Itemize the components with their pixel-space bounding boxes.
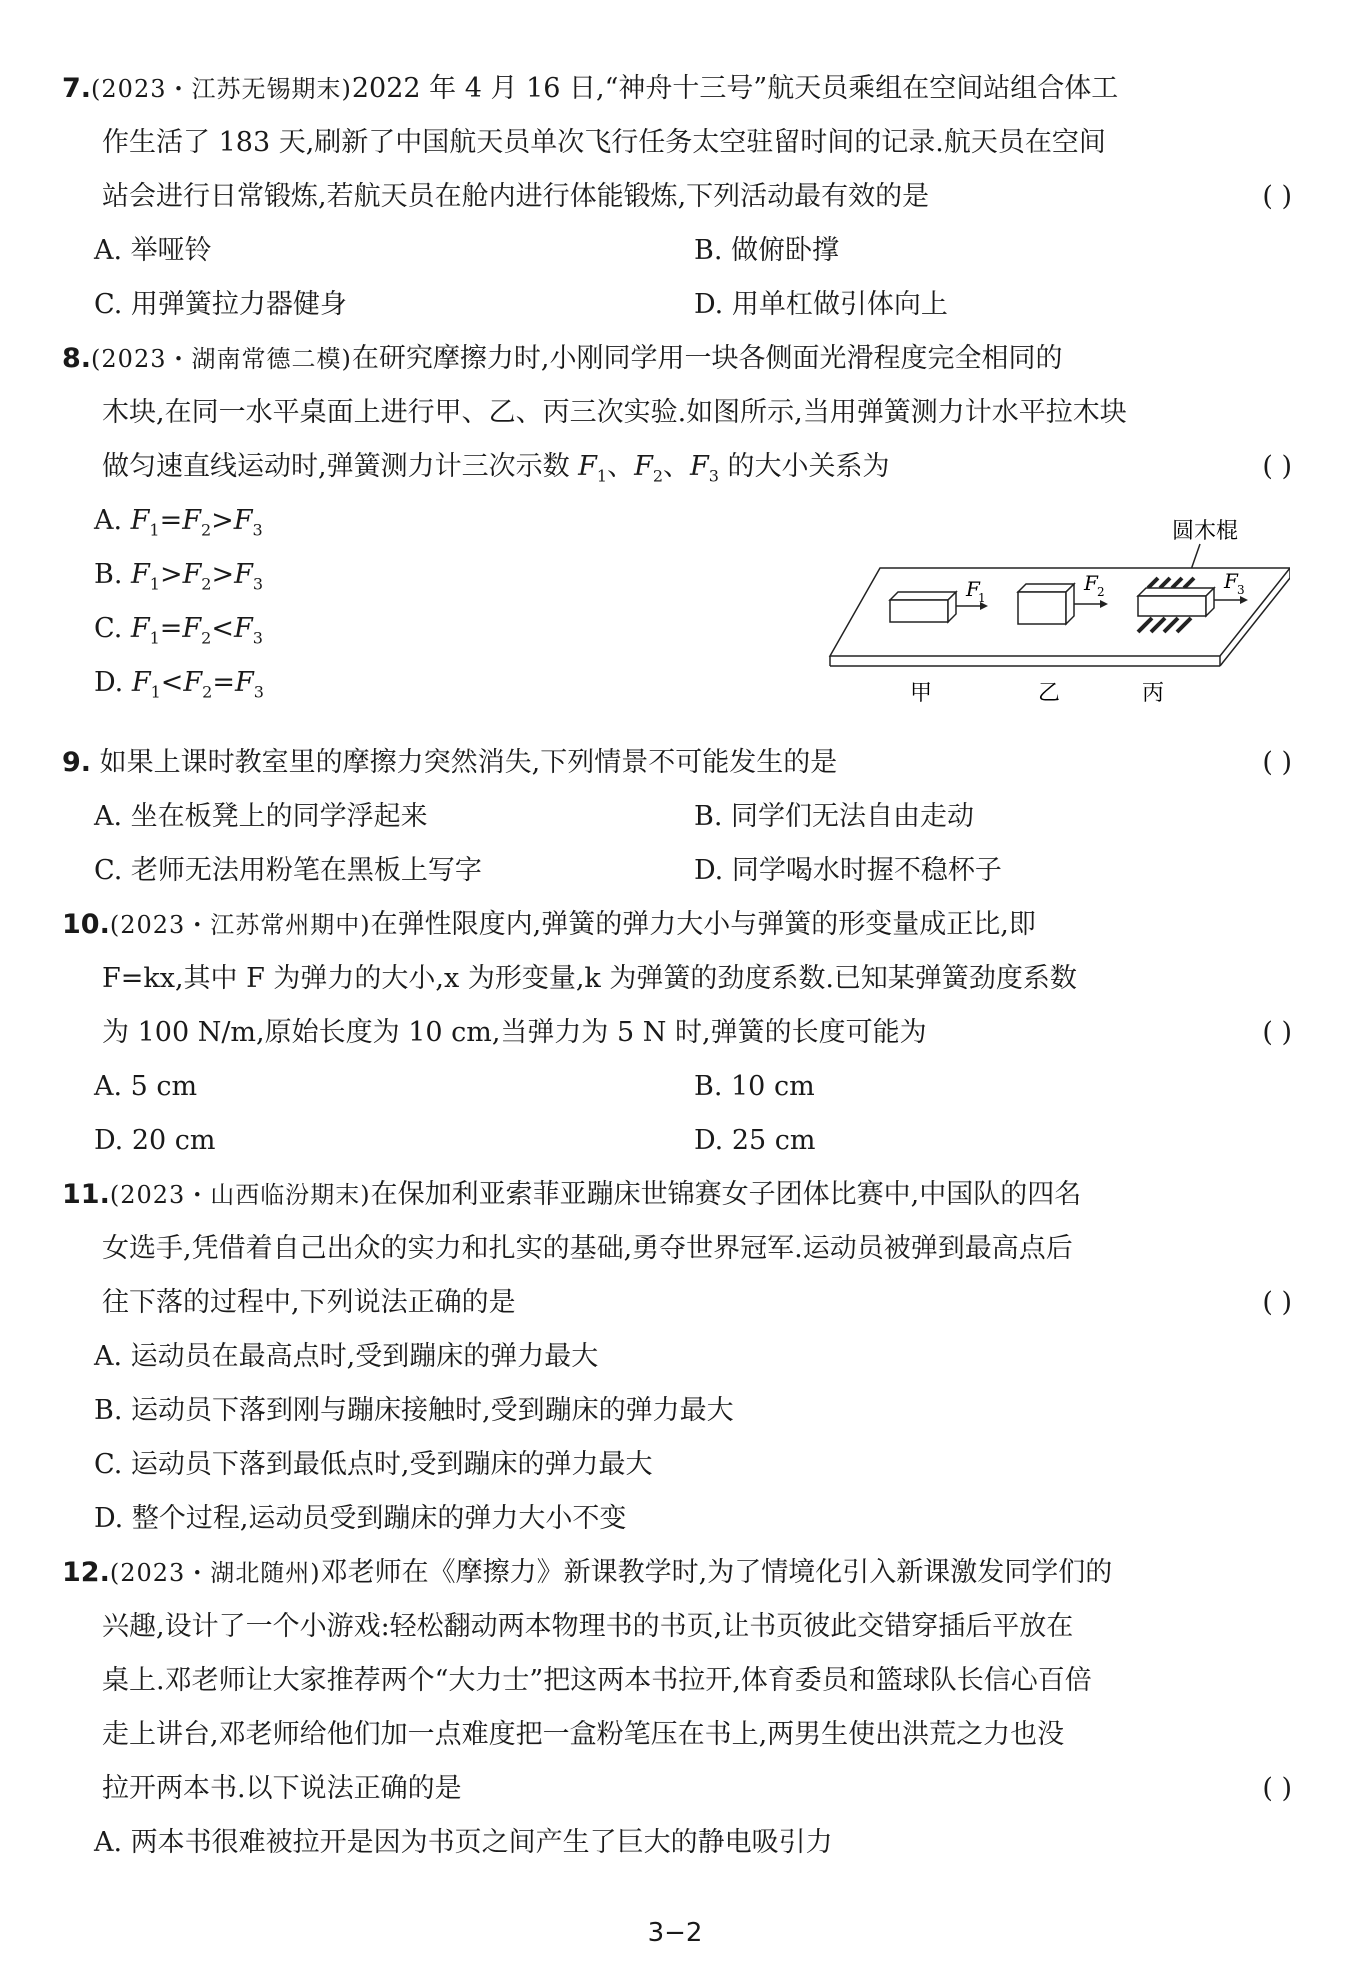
question-text: 在保加利亚索菲亚蹦床世锦赛女子团体比赛中,中国队的四名 bbox=[370, 1179, 1082, 1210]
question-text: 2022 年 4 月 16 日,“神舟十三号”航天员乘组在空间站组合体工 bbox=[351, 73, 1119, 104]
answer-bracket[interactable]: ( ) bbox=[1262, 1287, 1292, 1318]
option-d[interactable]: D. 25 cm bbox=[694, 1125, 816, 1156]
question-text: F=kx,其中 F 为弹力的大小,x 为形变量,k 为弹簧的劲度系数.已知某弹簧劲度系数 bbox=[102, 963, 1077, 994]
question-text: 走上讲台,邓老师给他们加一点难度把一盒粉笔压在书上,两男生使出洪荒之力也没 bbox=[102, 1719, 1065, 1750]
option-c[interactable]: C. $F_1=F_2<F_3$ bbox=[94, 613, 263, 648]
question-9 bbox=[62, 736, 1292, 898]
option-a[interactable]: A. 举哑铃 bbox=[94, 235, 212, 266]
answer-bracket[interactable]: ( ) bbox=[1262, 181, 1292, 212]
option-b[interactable]: B. 做俯卧撑 bbox=[694, 235, 840, 266]
label-yi: 乙 bbox=[1038, 681, 1061, 706]
question-text: 作生活了 183 天,刷新了中国航天员单次飞行任务太空驻留时间的记录.航天员在空间 bbox=[102, 127, 1106, 158]
option-c[interactable]: C. 用弹簧拉力器健身 bbox=[94, 289, 347, 320]
option-a[interactable]: A. 运动员在最高点时,受到蹦床的弹力最大 bbox=[94, 1341, 599, 1372]
option-a[interactable]: A. 5 cm bbox=[94, 1071, 198, 1102]
question-source: (2023・江苏无锡期末) bbox=[91, 75, 352, 103]
svg-text:F: F bbox=[1224, 569, 1238, 593]
question-11 bbox=[62, 1168, 1292, 1546]
option-b[interactable]: B. $F_1>F_2>F_3$ bbox=[94, 559, 264, 594]
question-number: 10. bbox=[62, 909, 110, 940]
question-number: 7. bbox=[62, 73, 92, 104]
question-12 bbox=[62, 1546, 1292, 1870]
option-d[interactable]: D. 用单杠做引体向上 bbox=[694, 289, 948, 320]
svg-text:1: 1 bbox=[978, 591, 986, 605]
svg-text:F: F bbox=[966, 577, 980, 601]
question-source: (2023・湖南常德二模) bbox=[91, 345, 352, 373]
page-number: 3−2 bbox=[647, 1918, 703, 1948]
question-text: 女选手,凭借着自己出众的实力和扎实的基础,勇夺世界冠军.运动员被弹到最高点后 bbox=[102, 1233, 1073, 1264]
answer-bracket[interactable]: ( ) bbox=[1262, 1017, 1292, 1048]
question-text: 邓老师在《摩擦力》新课教学时,为了情境化引入新课激发同学们的 bbox=[320, 1557, 1113, 1588]
question-text: 往下落的过程中,下列说法正确的是 bbox=[102, 1287, 516, 1318]
label-jia: 甲 bbox=[910, 681, 933, 706]
question-text: 做匀速直线运动时,弹簧测力计三次示数 bbox=[102, 451, 579, 482]
option-b[interactable]: B. 同学们无法自由走动 bbox=[694, 801, 975, 832]
question-text: 兴趣,设计了一个小游戏:轻松翻动两本物理书的书页,让书页彼此交错穿插后平放在 bbox=[102, 1611, 1074, 1642]
question-text: 的大小关系为 bbox=[718, 451, 890, 482]
question-text: 在研究摩擦力时,小刚同学用一块各侧面光滑程度完全相同的 bbox=[351, 343, 1063, 374]
answer-bracket[interactable]: ( ) bbox=[1262, 451, 1292, 482]
question-text: 站会进行日常锻炼,若航天员在舱内进行体能锻炼,下列活动最有效的是 bbox=[102, 181, 930, 212]
option-c[interactable]: C. 老师无法用粉笔在黑板上写字 bbox=[94, 855, 482, 886]
option-a[interactable]: A. $F_1=F_2>F_3$ bbox=[94, 505, 263, 540]
option-d[interactable]: D. 同学喝水时握不稳杯子 bbox=[694, 855, 1002, 886]
label-rod: 圆木棍 bbox=[1172, 519, 1239, 544]
question-10 bbox=[62, 898, 1292, 1168]
friction-experiment-figure bbox=[820, 508, 1290, 708]
question-text: 为 100 N/m,原始长度为 10 cm,当弹力为 5 N 时,弹簧的长度可能为 bbox=[102, 1017, 927, 1048]
svg-text:2: 2 bbox=[1097, 585, 1105, 599]
answer-bracket[interactable]: ( ) bbox=[1262, 747, 1292, 778]
option-d[interactable]: D. $F_1<F_2=F_3$ bbox=[94, 667, 264, 702]
question-source: (2023・江苏常州期中) bbox=[109, 911, 371, 939]
question-text: 木块,在同一水平桌面上进行甲、乙、丙三次实验.如图所示,当用弹簧测力计水平拉木块 bbox=[102, 397, 1127, 428]
option-b[interactable]: B. 10 cm bbox=[694, 1071, 815, 1102]
option-d[interactable]: D. 整个过程,运动员受到蹦床的弹力大小不变 bbox=[94, 1503, 627, 1534]
question-source: (2023・山西临汾期末) bbox=[109, 1181, 371, 1209]
svg-text:3: 3 bbox=[1237, 583, 1245, 597]
option-a[interactable]: A. 两本书很难被拉开是因为书页之间产生了巨大的静电吸引力 bbox=[94, 1827, 833, 1858]
question-7 bbox=[62, 62, 1292, 332]
option-b[interactable]: B. 运动员下落到刚与蹦床接触时,受到蹦床的弹力最大 bbox=[94, 1395, 734, 1426]
option-c[interactable]: C. 运动员下落到最低点时,受到蹦床的弹力最大 bbox=[94, 1449, 653, 1480]
label-bing: 丙 bbox=[1142, 681, 1165, 706]
option-a[interactable]: A. 坐在板凳上的同学浮起来 bbox=[94, 801, 428, 832]
svg-text:F: F bbox=[1084, 571, 1098, 595]
question-source: (2023・湖北随州) bbox=[109, 1559, 321, 1587]
question-number: 8. bbox=[62, 343, 92, 374]
answer-bracket[interactable]: ( ) bbox=[1262, 1773, 1292, 1804]
question-text: 如果上课时教室里的摩擦力突然消失,下列情景不可能发生的是 bbox=[99, 747, 838, 778]
question-number: 9. bbox=[62, 747, 92, 778]
question-text: 桌上.邓老师让大家推荐两个“大力士”把这两本书拉开,体育委员和篮球队长信心百倍 bbox=[102, 1665, 1092, 1696]
question-number: 11. bbox=[62, 1179, 110, 1210]
question-8: 8.(2023・湖南常德二模)在研究摩擦力时,小刚同学用一块各侧面光滑程度完全相同的 木块,在同一水平桌面上进行甲、乙、丙三次实验.如图所示,当用弹簧测力计水平拉木块 做匀速直线运动时,弹簧测力计三次示数 $F_1$、$F_2$、$F_3$ 的大小关系为 ( ) A. $F_1=F_2>F_3$ B. $F_1>F_2>F_3$ C. $F_1=F_2<F_3$ D. $F_1<F_2=F_3$ bbox=[62, 332, 1292, 710]
question-number: 12. bbox=[62, 1557, 110, 1588]
question-text: 拉开两本书.以下说法正确的是 bbox=[102, 1773, 462, 1804]
question-text: 在弹性限度内,弹簧的弹力大小与弹簧的形变量成正比,即 bbox=[370, 909, 1036, 940]
option-c[interactable]: D. 20 cm bbox=[94, 1125, 216, 1156]
